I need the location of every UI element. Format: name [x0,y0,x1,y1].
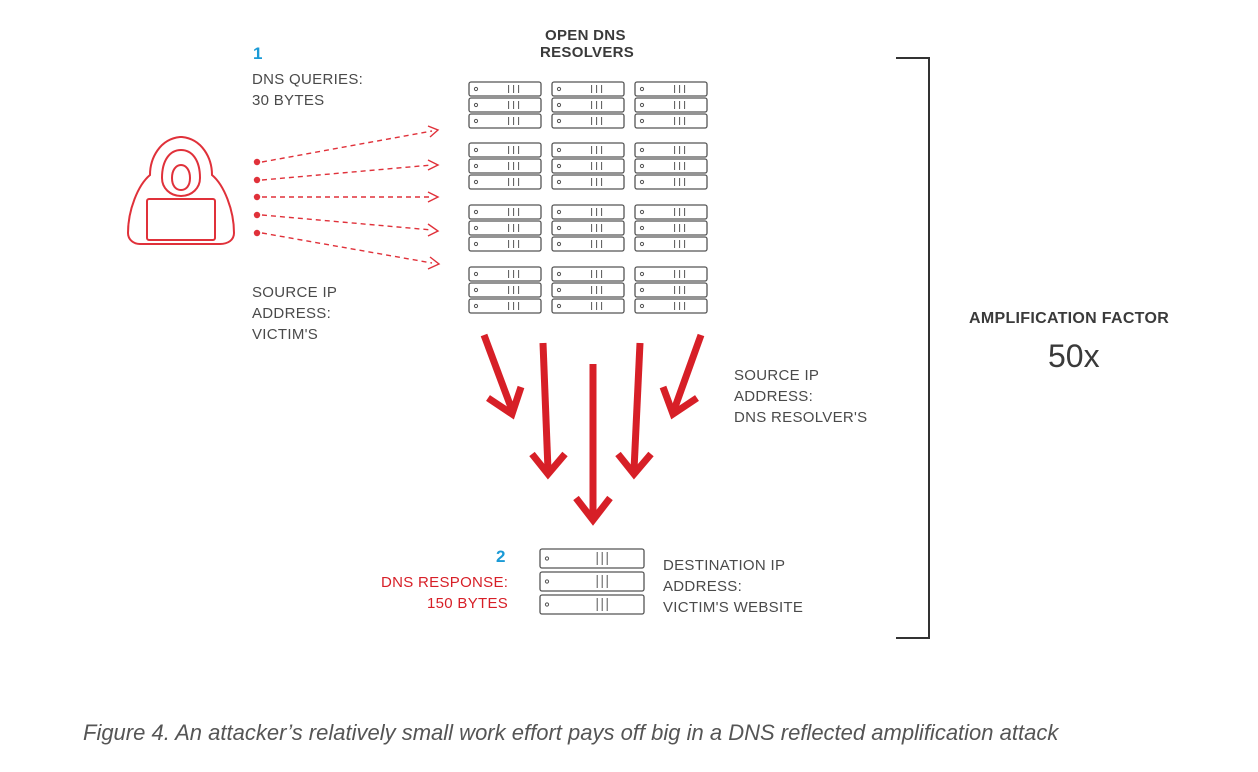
server-unit [469,98,541,112]
step-2-line2: 150 BYTES [427,595,509,612]
server-unit [552,221,624,235]
resolver-source-line1: SOURCE IP [734,367,820,384]
server-unit [552,159,624,173]
bracket-icon [896,58,929,638]
query-arrows [262,126,439,269]
response-arrows [484,335,701,520]
hacker-icon [128,137,234,244]
resolvers-title-line1: OPEN DNS [545,27,626,44]
server-unit [635,237,707,251]
server-unit [469,143,541,157]
server-unit [469,237,541,251]
destination-line2: ADDRESS: [663,578,743,595]
step-2-line1: DNS RESPONSE: [381,574,509,591]
server-unit [469,159,541,173]
server-unit [635,283,707,297]
server-unit [552,175,624,189]
query-dots [254,159,260,236]
server-unit [635,205,707,219]
server-unit [635,299,707,313]
amplification-value: 50x [1048,338,1100,374]
server-unit [635,159,707,173]
server-unit [552,205,624,219]
destination-line3: VICTIM'S WEBSITE [663,599,804,616]
server-unit [540,549,644,568]
server-unit [552,299,624,313]
destination-line1: DESTINATION IP [663,557,786,574]
server-unit [469,299,541,313]
victim-server [540,549,644,614]
step-1-line2: 30 BYTES [252,92,325,109]
server-unit [552,267,624,281]
server-unit [469,267,541,281]
server-unit [635,175,707,189]
figure-caption: Figure 4. An attacker’s relatively small work effort pays off big in a DNS reflected amplification attack [83,720,1059,745]
server-unit [552,283,624,297]
server-unit [469,283,541,297]
resolvers-title-line2: RESOLVERS [540,44,635,61]
server-unit [540,572,644,591]
server-unit [552,82,624,96]
step-1-line1: DNS QUERIES: [252,71,364,88]
attacker-source-line1: SOURCE IP [252,284,338,301]
step-2-number: 2 [496,547,506,566]
attacker-source-line3: VICTIM'S [252,326,319,343]
server-unit [540,595,644,614]
server-unit [469,175,541,189]
server-unit [635,114,707,128]
server-unit [469,82,541,96]
resolver-source-line2: ADDRESS: [734,388,814,405]
server-unit [635,143,707,157]
resolver-servers [469,82,707,313]
server-unit [552,114,624,128]
server-unit [635,221,707,235]
server-unit [552,143,624,157]
server-unit [635,267,707,281]
step-1-number: 1 [253,44,263,63]
amplification-label: AMPLIFICATION FACTOR [969,310,1170,327]
server-unit [635,98,707,112]
server-unit [552,98,624,112]
server-unit [635,82,707,96]
server-unit [469,221,541,235]
server-unit [469,114,541,128]
server-unit [552,237,624,251]
server-unit [469,205,541,219]
attacker-source-line2: ADDRESS: [252,305,332,322]
resolver-source-line3: DNS RESOLVER'S [734,409,868,426]
